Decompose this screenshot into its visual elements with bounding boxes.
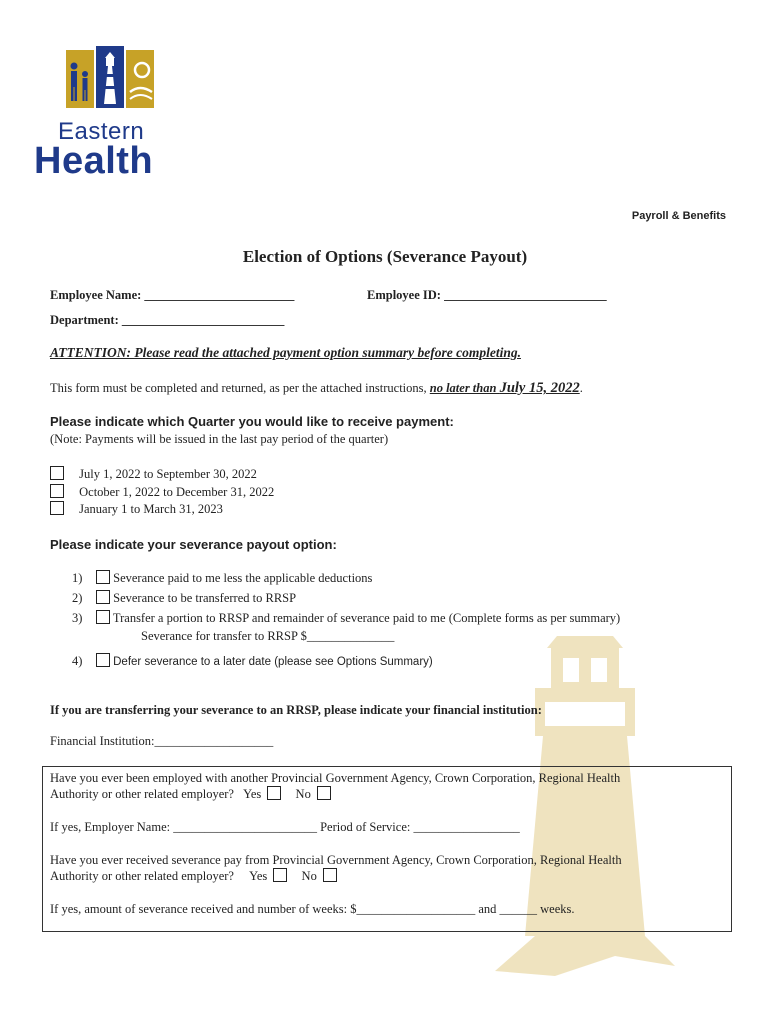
quarter-note: (Note: Payments will be issued in the last pay period of the quarter) [50,432,389,446]
prior-employment-question: Have you ever been employed with another Provincial Government Agency, Crown Corporation, Regional Health [50,771,621,785]
payout-checkbox[interactable] [96,590,110,604]
quarter-option-label: October 1, 2022 to December 31, 2022 [79,484,275,499]
severance-amount-field[interactable]: If yes, amount of severance received and number of weeks: $___________________ and ______ weeks. [50,902,575,916]
no-label: No [295,787,311,801]
instructions-text [50,380,583,397]
payout-option-label: Severance to be transferred to RRSP [113,591,297,605]
payout-option-label: Transfer a portion to RRSP and remainder of severance paid to me (Complete forms as per summary) [112,611,621,625]
quarter-option[interactable] [50,484,274,502]
yes-label: Yes [249,869,268,883]
quarter-checkbox[interactable] [50,484,64,498]
quarter-checkbox[interactable] [50,501,64,515]
prior-employment-box [42,766,732,932]
yes-label: Yes [243,787,262,801]
payout-option[interactable] [72,590,752,610]
department-label: Payroll & Benefits [631,210,726,222]
deadline-date: July 15, 2022 [499,380,580,396]
payout-option-label: Defer severance to a later date (please see Options Summary) [113,656,433,668]
page-title: Election of Options (Severance Payout) [242,247,528,266]
prior-employment-yes-checkbox[interactable] [267,786,281,800]
financial-institution-field[interactable]: Financial Institution:___________________ [50,734,274,748]
instructions-prefix: This form must be completed and returned, as per the attached instructions, [50,381,430,395]
payout-option[interactable] [72,653,752,673]
payout-option-number: 1) [72,571,83,585]
quarter-heading: Please indicate which Quarter you would like to receive payment: [50,414,454,429]
prior-employment-question-cont [50,786,724,802]
quarter-option[interactable] [50,501,274,519]
payout-option-number: 4) [72,654,83,668]
quarter-checkbox[interactable] [50,466,64,480]
no-label: No [301,869,317,883]
employee-id-field[interactable]: Employee ID: __________________________ [367,288,607,302]
payout-option-label: Severance paid to me less the applicable deductions [113,571,373,585]
logo-line-health: Health [34,140,154,182]
quarter-option-list [50,466,274,519]
quarter-option-label: January 1 to March 31, 2023 [79,502,223,516]
department-field[interactable]: Department: __________________________ [50,313,285,327]
payout-checkbox[interactable] [96,610,110,624]
payout-option-number: 3) [72,611,83,625]
instructions-suffix: . [579,381,583,395]
logo-line-eastern: Eastern [58,118,145,145]
deadline-lead: no later than [429,381,500,395]
prior-severance-question-line2: Authority or other related employer? [50,869,234,883]
attention-notice: ATTENTION: Please read the attached payment option summary before completing. [50,345,521,360]
payout-checkbox[interactable] [96,570,110,584]
payout-option-list [72,570,752,673]
prior-severance-no-checkbox[interactable] [323,868,337,882]
employer-period-field[interactable]: If yes, Employer Name: _______________________ Period of Service: _________________ [50,820,520,834]
prior-severance-question: Have you ever received severance pay from Provincial Government Agency, Crown Corporation, Regional Health [50,853,622,867]
payout-option[interactable] [72,570,752,590]
quarter-option-label: July 1, 2022 to September 30, 2022 [79,467,257,481]
prior-severance-yes-checkbox[interactable] [273,868,287,882]
rrsp-amount-field[interactable]: Severance for transfer to RRSP $______________ [141,629,395,643]
payout-checkbox[interactable] [96,653,110,667]
employee-name-field[interactable]: Employee Name: ________________________ [50,288,295,302]
prior-employment-question-line2: Authority or other related employer? [50,787,234,801]
payout-option[interactable] [72,610,752,629]
eastern-health-logo [30,44,190,184]
prior-severance-question-cont [50,868,724,884]
rrsp-heading: If you are transferring your severance to an RRSP, please indicate your financial institution: [50,703,542,717]
logo-emblem-icon [30,44,190,114]
quarter-option[interactable] [50,466,274,484]
payout-option-number: 2) [72,591,83,605]
prior-employment-no-checkbox[interactable] [317,786,331,800]
payout-heading: Please indicate your severance payout option: [50,537,337,552]
